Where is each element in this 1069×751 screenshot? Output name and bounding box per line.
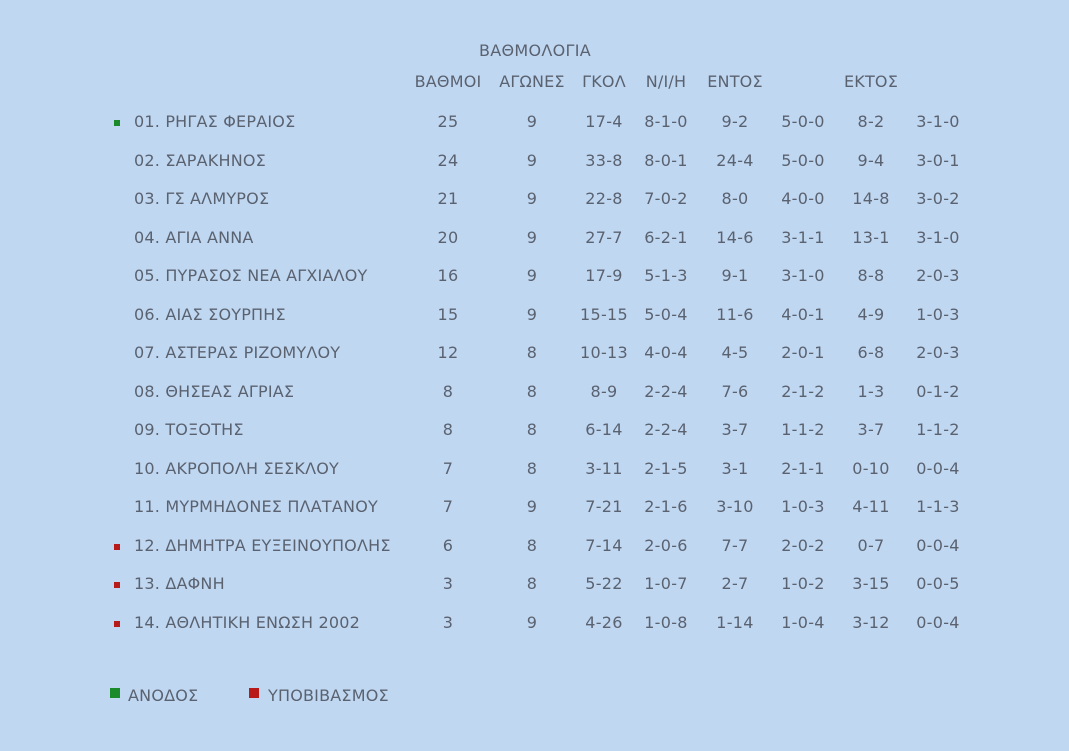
table-row [0,228,1069,252]
cell-record: 2-1-5 [644,458,688,478]
header-home: ΕΝΤΟΣ [707,72,763,91]
cell-away-record: 1-0-3 [916,304,960,324]
cell-points: 12 [437,343,459,362]
cell-away-record: 0-0-4 [916,612,960,632]
cell-home-goals: 24-4 [716,150,754,170]
cell-goals: 7-14 [585,535,623,555]
cell-away-record: 0-0-4 [916,535,960,555]
cell-away-goals: 6-8 [857,343,885,362]
cell-goals: 3-11 [585,458,623,478]
header-points: ΒΑΘΜΟΙ [414,72,482,91]
promotion-legend-swatch [110,688,120,698]
cell-away-record: 1-1-2 [916,420,960,439]
relegation-marker [114,544,120,550]
cell-record: 5-1-3 [644,266,688,285]
cell-home-goals: 9-1 [721,266,749,285]
cell-points: 6 [442,535,454,555]
cell-away-goals: 1-3 [857,381,885,401]
cell-home-record: 4-0-1 [781,304,825,324]
cell-away-goals: 13-1 [852,227,890,247]
cell-points: 15 [437,304,459,324]
cell-record: 2-2-4 [644,420,688,439]
cell-home-record: 2-0-1 [781,343,825,362]
cell-away-record: 3-1-0 [916,227,960,247]
cell-record: 8-1-0 [644,112,688,131]
cell-home-goals: 3-10 [716,497,754,516]
cell-home-record: 1-1-2 [781,420,825,439]
cell-record: 7-0-2 [644,189,688,208]
cell-goals: 22-8 [585,189,623,208]
relegation-marker [114,621,120,627]
header-goals: ΓΚΟΛ [582,72,626,91]
cell-home-goals: 3-7 [721,420,749,439]
cell-home-record: 1-0-2 [781,574,825,593]
cell-games: 9 [526,150,538,170]
cell-games: 9 [526,227,538,247]
cell-home-record: 5-0-0 [781,150,825,170]
table-row [0,420,1069,444]
cell-goals: 5-22 [585,574,623,593]
cell-away-record: 3-0-2 [916,189,960,208]
table-row [0,343,1069,367]
cell-home-record: 4-0-0 [781,189,825,208]
cell-home-record: 2-0-2 [781,535,825,555]
table-row [0,459,1069,483]
team-name: 01. ΡΗΓΑΣ ΦΕΡΑΙΟΣ [134,112,296,131]
cell-home-goals: 2-7 [721,574,749,593]
relegation-marker [114,582,120,588]
cell-games: 9 [526,112,538,131]
cell-games: 8 [526,458,538,478]
cell-home-record: 5-0-0 [781,112,825,131]
cell-home-record: 2-1-2 [781,381,825,401]
team-name: 08. ΘΗΣΕΑΣ ΑΓΡΙΑΣ [134,381,295,401]
cell-away-goals: 4-11 [852,497,890,516]
table-row [0,382,1069,406]
cell-games: 8 [526,535,538,555]
cell-record: 8-0-1 [644,150,688,170]
cell-away-goals: 0-10 [852,458,890,478]
cell-away-record: 1-1-3 [916,497,960,516]
cell-goals: 27-7 [585,227,623,247]
table-row [0,112,1069,136]
cell-away-goals: 14-8 [852,189,890,208]
cell-home-goals: 4-5 [721,343,749,362]
header-away: ΕΚΤΟΣ [843,72,899,91]
cell-games: 9 [526,266,538,285]
cell-home-goals: 11-6 [716,304,754,324]
cell-away-record: 3-0-1 [916,150,960,170]
team-name: 04. ΑΓΙΑ ΑΝΝΑ [134,227,254,247]
cell-points: 20 [437,227,459,247]
cell-record: 2-2-4 [644,381,688,401]
team-name: 06. ΑΙΑΣ ΣΟΥΡΠΗΣ [134,304,286,324]
cell-away-goals: 3-15 [852,574,890,593]
team-name: 10. ΑΚΡΟΠΟΛΗ ΣΕΣΚΛΟΥ [134,458,340,478]
table-row [0,497,1069,521]
cell-record: 1-0-8 [644,612,688,632]
cell-home-goals: 3-1 [721,458,749,478]
cell-points: 8 [442,420,454,439]
cell-goals: 4-26 [585,612,623,632]
cell-record: 4-0-4 [644,343,688,362]
cell-away-goals: 3-7 [857,420,885,439]
cell-home-goals: 1-14 [716,612,754,632]
cell-points: 7 [442,497,454,516]
cell-points: 7 [442,458,454,478]
team-name: 13. ΔΑΦΝΗ [134,574,225,593]
team-name: 07. ΑΣΤΕΡΑΣ ΡΙΖΟΜΥΛΟΥ [134,343,341,362]
cell-points: 3 [442,612,454,632]
table-row [0,266,1069,290]
table-row [0,151,1069,175]
cell-points: 21 [437,189,459,208]
promotion-marker [114,120,120,126]
cell-home-record: 3-1-1 [781,227,825,247]
cell-games: 8 [526,420,538,439]
cell-home-record: 2-1-1 [781,458,825,478]
cell-away-goals: 3-12 [852,612,890,632]
cell-games: 9 [526,189,538,208]
cell-games: 8 [526,574,538,593]
cell-home-record: 1-0-4 [781,612,825,632]
cell-away-goals: 0-7 [857,535,885,555]
promotion-legend-label: ΑΝΟΔΟΣ [128,686,199,705]
relegation-legend-label: ΥΠΟΒΙΒΑΣΜΟΣ [268,686,389,705]
table-row [0,305,1069,329]
cell-away-record: 2-0-3 [916,266,960,285]
cell-points: 3 [442,574,454,593]
cell-home-goals: 7-7 [721,535,749,555]
cell-record: 2-0-6 [644,535,688,555]
cell-home-goals: 7-6 [721,381,749,401]
cell-games: 8 [526,343,538,362]
table-row [0,613,1069,637]
table-row [0,536,1069,560]
cell-away-goals: 9-4 [857,150,885,170]
cell-points: 25 [437,112,459,131]
cell-games: 9 [526,497,538,516]
cell-goals: 17-4 [585,112,623,131]
cell-record: 2-1-6 [644,497,688,516]
cell-away-goals: 8-2 [857,112,885,131]
cell-games: 8 [526,381,538,401]
cell-away-record: 3-1-0 [916,112,960,131]
cell-goals: 33-8 [585,150,623,170]
table-row [0,189,1069,213]
team-name: 11. ΜΥΡΜΗΔΟΝΕΣ ΠΛΑΤΑΝΟΥ [134,497,378,516]
cell-goals: 6-14 [585,420,623,439]
team-name: 14. ΑΘΛΗΤΙΚΗ ΕΝΩΣΗ 2002 [134,612,360,632]
cell-home-goals: 14-6 [716,227,754,247]
cell-goals: 17-9 [585,266,623,285]
team-name: 09. ΤΟΞΟΤΗΣ [134,420,244,439]
cell-record: 6-2-1 [644,227,688,247]
cell-goals: 10-13 [580,343,628,362]
team-name: 12. ΔΗΜΗΤΡΑ ΕΥΞΕΙΝΟΥΠΟΛΗΣ [134,535,391,555]
header-record: Ν/Ι/Η [645,72,687,91]
cell-record: 5-0-4 [644,304,688,324]
cell-home-goals: 9-2 [721,112,749,131]
cell-points: 24 [437,150,459,170]
cell-games: 9 [526,304,538,324]
cell-away-record: 2-0-3 [916,343,960,362]
cell-goals: 7-21 [585,497,623,516]
team-name: 03. ΓΣ ΑΛΜΥΡΟΣ [134,189,270,208]
table-row [0,574,1069,598]
cell-away-goals: 8-8 [857,266,885,285]
cell-games: 9 [526,612,538,632]
cell-points: 16 [437,266,459,285]
cell-goals: 8-9 [590,381,618,401]
cell-record: 1-0-7 [644,574,688,593]
cell-points: 8 [442,381,454,401]
team-name: 05. ΠΥΡΑΣΟΣ ΝΕΑ ΑΓΧΙΑΛΟΥ [134,266,368,285]
team-name: 02. ΣΑΡΑΚΗΝΟΣ [134,150,266,170]
relegation-legend-swatch [249,688,259,698]
table-title: ΒΑΘΜΟΛΟΓΙΑ [479,41,592,60]
cell-away-goals: 4-9 [857,304,885,324]
cell-goals: 15-15 [580,304,628,324]
header-games: ΑΓΩΝΕΣ [499,72,565,91]
cell-away-record: 0-0-5 [916,574,960,593]
cell-home-record: 1-0-3 [781,497,825,516]
cell-away-record: 0-1-2 [916,381,960,401]
cell-home-record: 3-1-0 [781,266,825,285]
cell-away-record: 0-0-4 [916,458,960,478]
cell-home-goals: 8-0 [721,189,749,208]
